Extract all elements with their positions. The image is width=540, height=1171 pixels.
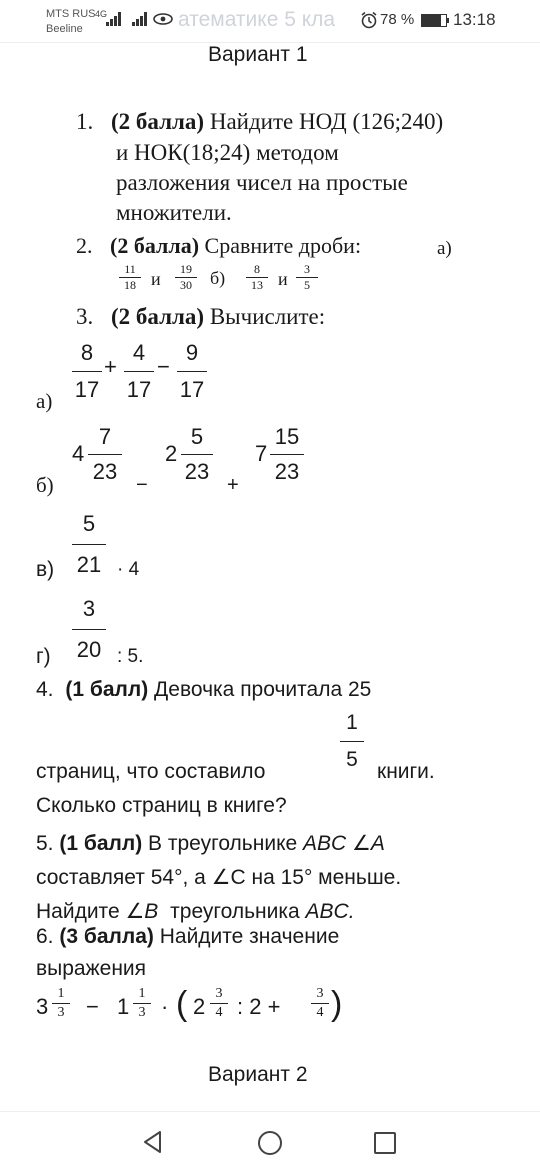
numerator: 5 xyxy=(190,424,204,449)
task-1 xyxy=(76,106,443,138)
fraction xyxy=(124,341,154,402)
whole-part: 4 xyxy=(72,441,85,466)
numerator: 11 xyxy=(124,262,136,276)
numerator: 3 xyxy=(316,986,324,1001)
fraction xyxy=(72,597,106,662)
operation-tail: : 5. xyxy=(117,646,144,667)
operator: − xyxy=(157,354,170,379)
numerator: 4 xyxy=(132,340,146,365)
task-3 xyxy=(76,304,325,330)
fraction xyxy=(296,263,318,292)
task-points: (1 балл) xyxy=(65,678,149,701)
option-label: а) xyxy=(437,238,452,259)
task-points: (3 балла) xyxy=(59,925,154,948)
fraction xyxy=(177,341,207,402)
parenthesis: ) xyxy=(331,985,343,1023)
whole-part: 7 xyxy=(255,441,268,466)
task-text: и НОК(18;24) методом xyxy=(116,140,339,165)
task-text: страниц, что составило xyxy=(36,760,266,783)
denominator: 4 xyxy=(215,1005,223,1020)
task-text: Найдите НОД (126;240) xyxy=(209,109,444,134)
signal-icon xyxy=(106,12,122,26)
task-points: (1 балл) xyxy=(59,832,143,855)
alarm-icon xyxy=(360,11,378,29)
conjunction: и xyxy=(278,269,288,289)
fraction xyxy=(119,263,141,292)
task-text: выражения xyxy=(36,957,147,980)
operator: : 2 + xyxy=(237,994,281,1019)
task-1-continuation xyxy=(116,138,408,228)
denominator: 3 xyxy=(138,1005,146,1020)
conjunction: и xyxy=(151,269,161,289)
network-type: 4G xyxy=(95,9,108,19)
task-text: ABC. xyxy=(305,900,355,923)
denominator: 17 xyxy=(179,377,205,402)
operation-tail: · 4 xyxy=(117,559,140,580)
task-number: 5. xyxy=(36,832,54,855)
denominator: 23 xyxy=(274,459,300,484)
operator: + xyxy=(104,354,117,379)
background-title: атематике 5 кла xyxy=(178,8,336,31)
fraction xyxy=(72,512,106,577)
task-text: разложения чисел на простые xyxy=(116,170,408,195)
status-bar xyxy=(0,0,540,43)
signal-icon xyxy=(132,12,148,26)
option-label: а) xyxy=(36,389,53,413)
fraction xyxy=(340,711,364,772)
whole-part: 1 xyxy=(117,994,130,1019)
parenthesis: ( xyxy=(176,985,188,1023)
task-number: 2. xyxy=(76,233,93,258)
navigation-bar xyxy=(0,1111,540,1171)
denominator: 30 xyxy=(180,278,192,292)
numerator: 1 xyxy=(138,986,146,1001)
task-text: Девочка прочитала 25 xyxy=(154,678,372,701)
numerator: 7 xyxy=(98,424,112,449)
numerator: 5 xyxy=(82,511,96,536)
numerator: 1 xyxy=(346,711,358,734)
numerator: 3 xyxy=(215,986,223,1001)
task-6 xyxy=(36,921,339,985)
battery-tip xyxy=(447,18,449,23)
denominator: 17 xyxy=(74,377,100,402)
denominator: 18 xyxy=(124,278,136,292)
denominator: 23 xyxy=(184,459,210,484)
task-text: Вычислите: xyxy=(209,304,326,329)
carrier-2: Beeline xyxy=(46,23,83,35)
fraction xyxy=(246,263,268,292)
numerator: 19 xyxy=(180,262,192,276)
recents-icon[interactable] xyxy=(372,1130,398,1156)
numerator: 15 xyxy=(274,424,300,449)
fraction xyxy=(210,987,228,1020)
whole-part: 2 xyxy=(165,441,178,466)
numerator: 3 xyxy=(304,262,310,276)
operator: + xyxy=(227,474,239,496)
task-text: Найдите значение xyxy=(159,925,340,948)
denominator: 5 xyxy=(346,748,358,771)
task-text: книги. xyxy=(377,760,435,783)
operator: − xyxy=(86,994,99,1019)
eye-comfort-icon xyxy=(152,11,174,27)
numerator: 9 xyxy=(185,340,199,365)
task-text: треугольника xyxy=(170,900,300,923)
fraction xyxy=(175,263,197,292)
task-5 xyxy=(36,827,401,929)
task-number: 6. xyxy=(36,925,54,948)
task-text: ABC ∠A xyxy=(303,832,385,855)
task-points: (2 балла) xyxy=(111,304,205,329)
battery-icon xyxy=(421,14,447,27)
numerator: 8 xyxy=(80,340,94,365)
next-section-title: Вариант 2 xyxy=(208,1063,308,1086)
fraction xyxy=(311,987,329,1020)
task-text: ∠B xyxy=(125,900,159,923)
whole-part: 2 xyxy=(193,994,206,1019)
clock: 13:18 xyxy=(453,10,496,29)
page-title: Вариант 1 xyxy=(208,43,308,66)
denominator: 20 xyxy=(76,637,102,662)
operator: · xyxy=(161,994,169,1019)
back-icon[interactable] xyxy=(140,1129,166,1155)
fraction xyxy=(72,341,102,402)
task-text: составляет 54°, а ∠C на 15° меньше. xyxy=(36,866,402,889)
task-text: В треугольнике xyxy=(148,832,298,855)
numerator: 8 xyxy=(254,262,260,276)
option-label: в) xyxy=(36,558,55,581)
option-label: г) xyxy=(36,645,51,668)
task-2 xyxy=(76,233,361,259)
home-icon[interactable] xyxy=(256,1129,284,1157)
fraction xyxy=(270,425,304,484)
task-number: 4. xyxy=(36,678,54,701)
task-number: 3. xyxy=(76,304,94,329)
fraction xyxy=(133,987,151,1020)
numerator: 3 xyxy=(82,596,96,621)
numerator: 1 xyxy=(57,986,65,1001)
task-text: Сколько страниц в книге? xyxy=(36,794,287,817)
denominator: 17 xyxy=(126,377,152,402)
task-text: множители. xyxy=(116,200,232,225)
denominator: 5 xyxy=(304,278,310,292)
task-4 xyxy=(36,678,371,702)
task-text: Сравните дроби: xyxy=(204,233,362,258)
whole-part: 3 xyxy=(36,994,49,1019)
carrier-1: MTS RUS xyxy=(46,8,96,20)
denominator: 4 xyxy=(316,1005,324,1020)
option-label: б) xyxy=(36,473,54,497)
task-number: 1. xyxy=(76,109,94,134)
denominator: 21 xyxy=(76,552,102,577)
fraction xyxy=(52,987,70,1020)
task-points: (2 балла) xyxy=(111,109,205,134)
operator: − xyxy=(136,474,148,496)
battery-level xyxy=(422,15,441,26)
denominator: 13 xyxy=(251,278,263,292)
battery-percent: 78 % xyxy=(380,11,415,28)
task-text: Найдите xyxy=(36,900,120,923)
task-points: (2 балла) xyxy=(110,233,200,258)
denominator: 3 xyxy=(57,1005,65,1020)
fraction xyxy=(181,425,213,484)
denominator: 23 xyxy=(92,459,118,484)
option-label: б) xyxy=(210,268,226,288)
fraction xyxy=(88,425,122,484)
